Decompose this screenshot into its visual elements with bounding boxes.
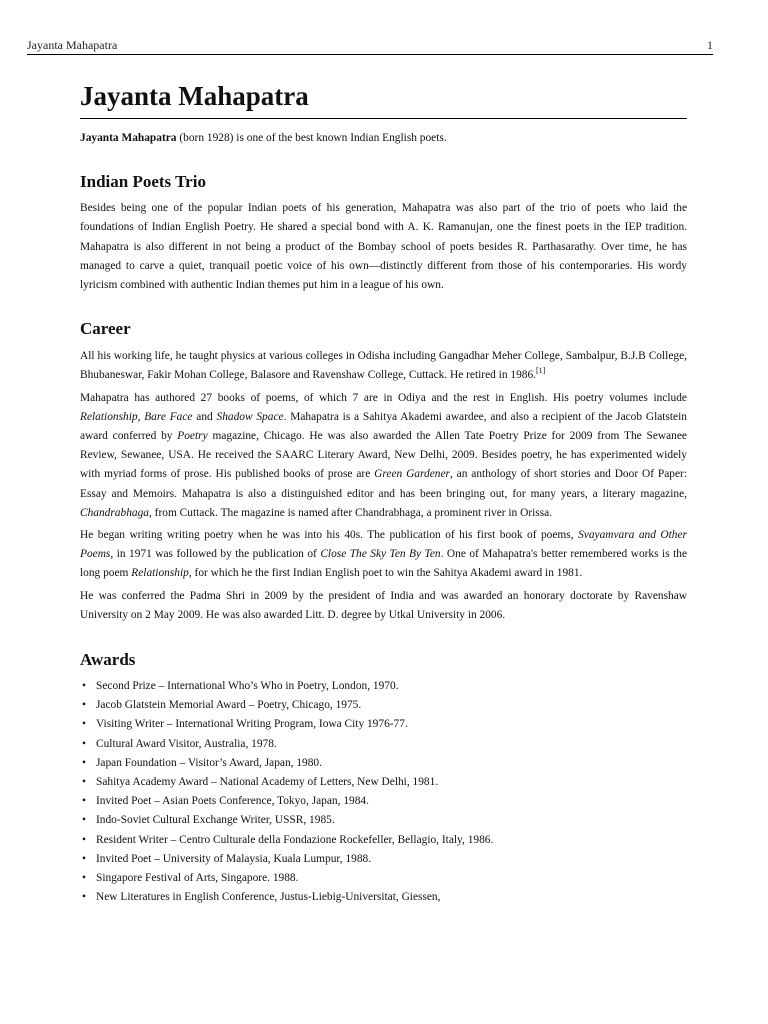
running-header-title: Jayanta Mahapatra bbox=[27, 38, 118, 52]
award-text: Cultural Award Visitor, Australia, 1978. bbox=[96, 737, 277, 750]
career-p1-text: All his working life, he taught physics at various colleges in Odisha including Gangadhar Meher College, Sambalpur, B.J.B College, Bhubaneswar, Fakir Mohan College, Balasore and Ravenshaw College, Cuttack. He retired in 1986. bbox=[80, 350, 687, 382]
award-text: Invited Poet – Asian Poets Conference, Tokyo, Japan, 1984. bbox=[96, 795, 369, 808]
career-paragraph-4: He was conferred the Padma Shri in 2009 by the president of India and was awarded an honorary doctorate by Ravenshaw University on 2 May 2009. He was also awarded Litt. D. degree by Utkal University in 2006. bbox=[80, 589, 687, 621]
award-list-item bbox=[80, 869, 687, 888]
award-list-item bbox=[80, 754, 687, 773]
award-text: Resident Writer – Centro Culturale della Fondazione Rockefeller, Bellagio, Italy, 1986. bbox=[96, 833, 494, 846]
career-paragraph-1 bbox=[80, 347, 687, 385]
section-heading-career: Career bbox=[80, 319, 131, 339]
article-body bbox=[80, 76, 687, 908]
p2-italic-green-gardener: Green Gardener bbox=[374, 468, 450, 481]
lead-paragraph bbox=[80, 129, 687, 148]
award-list-item bbox=[80, 696, 687, 715]
p2-text-4: magazine, Chicago. He was also awarded the Allen Tate Poetry Prize for 2009 from The Sewanee Review, Sewanee, USA. He received the SAARC Literary Award, New Delhi, 2009. Besides poetry, he has experimented widely with myriad forms of prose. His published books of prose are bbox=[80, 430, 687, 481]
bullet-icon: • bbox=[82, 718, 86, 731]
award-list-item bbox=[80, 715, 687, 734]
lead-text: (born 1928) is one of the best known Indian English poets. bbox=[176, 132, 447, 144]
bullet-icon: • bbox=[82, 872, 86, 885]
p2-italic-works: Relationship, Bare Face bbox=[80, 410, 193, 423]
award-text: Visiting Writer – International Writing Program, Iowa City 1976-77. bbox=[96, 718, 408, 731]
section-heading-trio: Indian Poets Trio bbox=[80, 172, 206, 192]
award-list-item bbox=[80, 792, 687, 811]
award-text: Japan Foundation – Visitor’s Award, Japan, 1980. bbox=[96, 756, 322, 769]
page-number: 1 bbox=[707, 38, 713, 52]
bullet-icon: • bbox=[82, 737, 86, 750]
bullet-icon: • bbox=[82, 776, 86, 789]
p3-italic-close-the-sky: Close The Sky Ten By Ten bbox=[320, 548, 441, 561]
awards-list bbox=[80, 677, 687, 907]
career-paragraph-2 bbox=[80, 389, 687, 523]
career-paragraph-3 bbox=[80, 526, 687, 584]
p3-italic-relationship: Relationship bbox=[131, 567, 189, 580]
p3-text-4: , for which he the first Indian English poet to win the Sahitya Akademi award in 1981. bbox=[188, 567, 583, 580]
award-list-item bbox=[80, 888, 687, 907]
award-list-item bbox=[80, 811, 687, 830]
p3-text-2: , in 1971 was followed by the publication of bbox=[110, 548, 321, 561]
p2-italic-chandrabhaga: Chandrabhaga bbox=[80, 506, 149, 519]
bullet-icon: • bbox=[82, 699, 86, 712]
award-list-item bbox=[80, 850, 687, 869]
award-text: Jacob Glatstein Memorial Award – Poetry, Chicago, 1975. bbox=[96, 699, 362, 712]
p2-italic-poetry: Poetry bbox=[177, 430, 208, 443]
bullet-icon: • bbox=[82, 833, 86, 846]
p3-italic-svayamvara: Svayamvara and Other Poems bbox=[80, 529, 687, 561]
article-title: Jayanta Mahapatra bbox=[80, 76, 687, 119]
p2-italic-shadow-space: Shadow Space bbox=[216, 410, 284, 423]
p2-text-3: . Mahapatra is a Sahitya Akademi awardee, and also a recipient of the Jacob Glatstein award conferred by bbox=[80, 410, 687, 443]
section-heading-awards: Awards bbox=[80, 650, 136, 670]
p2-text-1: Mahapatra has authored 27 books of poems, of which 7 are in Odiya and the rest in English. His poetry volumes include bbox=[80, 391, 687, 404]
reference-link[interactable]: [1] bbox=[536, 366, 546, 376]
bullet-icon: • bbox=[82, 814, 86, 827]
bullet-icon: • bbox=[82, 891, 86, 904]
bullet-icon: • bbox=[82, 795, 86, 808]
award-list-item bbox=[80, 831, 687, 850]
p3-text-1: He began writing writing poetry when he was into his 40s. The publication of his first book of poems, bbox=[80, 529, 579, 542]
award-text: Singapore Festival of Arts, Singapore. 1988. bbox=[96, 872, 299, 885]
award-text: Second Prize – International Who’s Who in Poetry, London, 1970. bbox=[96, 680, 399, 693]
award-text: New Literatures in English Conference, Justus-Liebig-Universitat, Giessen, bbox=[96, 891, 441, 904]
award-text: Indo-Soviet Cultural Exchange Writer, USSR, 1985. bbox=[96, 814, 335, 827]
award-text: Invited Poet – University of Malaysia, Kuala Lumpur, 1988. bbox=[96, 852, 372, 865]
award-text: Sahitya Academy Award – National Academy of Letters, New Delhi, 1981. bbox=[96, 776, 439, 789]
bullet-icon: • bbox=[82, 852, 86, 865]
p2-text-6: , from Cuttack. The magazine is named after Chandrabhaga, a prominent river in Orissa. bbox=[148, 506, 553, 519]
p3-text-3: . One of Mahapatra's better remembered works is the long poem bbox=[80, 548, 688, 580]
p2-text-5: , an anthology of short stories and Door Of Paper: Essay and Memoirs. Mahapatra is also a distinguished editor and has been bringing out, for many years, a literary magazine, bbox=[80, 468, 687, 500]
running-header bbox=[27, 38, 713, 55]
award-list-item bbox=[80, 735, 687, 754]
bullet-icon: • bbox=[82, 756, 86, 769]
bullet-icon: • bbox=[82, 680, 86, 693]
award-list-item bbox=[80, 677, 687, 696]
trio-paragraph: Besides being one of the popular Indian poets of his generation, Mahapatra was also part of the trio of poets who laid the foundations of Indian English Poetry. He shared a special bond with A. K. Ramanujan, one the finest poets in the IEP tradition. Mahapatra is also different in not being a product of the Bombay school of poets besides R. Parthasarathy. Over time, he has managed to carve a quiet, tranquail poetic voice of his own—distinctly different from those of his contemporaries. His wordy lyricism combined with authentic Indian themes put him in a league of his own. bbox=[80, 202, 687, 292]
award-list-item bbox=[80, 773, 687, 792]
lead-subject-name: Jayanta Mahapatra bbox=[80, 132, 177, 144]
p2-text-2: and bbox=[192, 410, 217, 423]
